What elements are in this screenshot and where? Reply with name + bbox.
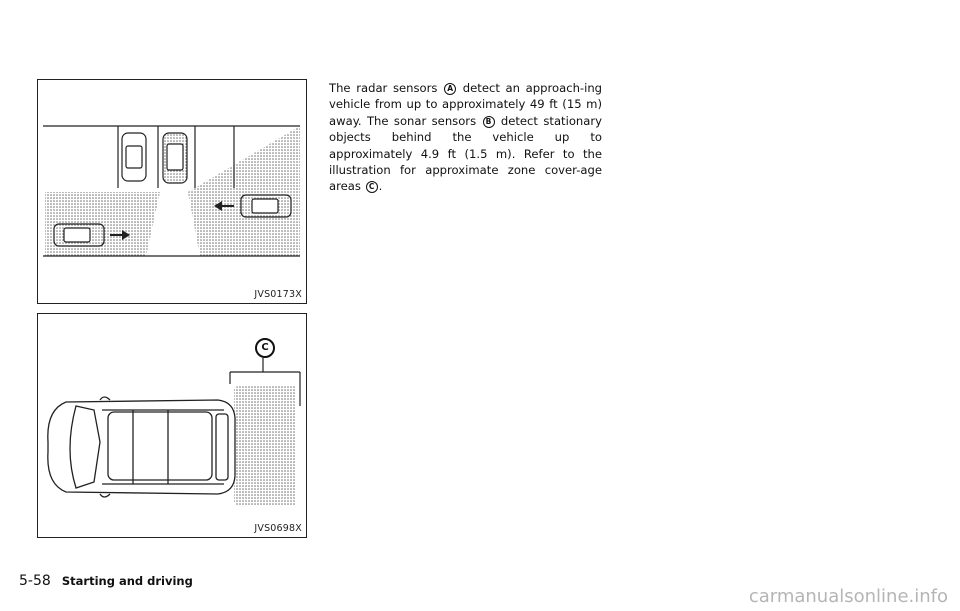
zone-label-c: C	[255, 338, 275, 358]
vehicle-top-view	[48, 397, 235, 497]
marker-a: A	[444, 83, 456, 95]
body-paragraph	[329, 80, 602, 195]
figure-radar-zones	[37, 79, 307, 304]
figure-sonar-zone	[37, 313, 307, 538]
paragraph-text: detect stationary objects behind the vehicle up to approximately 4.9 ft (1.5 m). Refer to the illustration for approximate zone cover-age areas	[329, 113, 602, 194]
paragraph-text: The radar sensors	[329, 81, 438, 95]
parked-car-left	[122, 133, 146, 181]
approaching-car-left	[54, 224, 104, 246]
approaching-car-right	[241, 195, 291, 217]
sonar-zone	[234, 385, 296, 506]
figure-code: JVS0173X	[254, 289, 302, 300]
figure-code: JVS0698X	[254, 523, 302, 534]
paragraph-text: .	[378, 179, 383, 194]
section-title: Starting and driving	[61, 574, 193, 588]
own-vehicle	[163, 133, 187, 183]
page-number: 5-58	[19, 573, 51, 589]
marker-c: C	[366, 181, 378, 193]
page-footer	[19, 570, 193, 589]
marker-b: B	[483, 116, 495, 128]
parking-lot-illustration	[38, 80, 308, 305]
paragraph-text: detect an approach-ing vehicle from up to approximately 49 ft (15 m) away. The sonar sensors	[329, 81, 603, 128]
watermark: carmanualsonline.info	[748, 586, 948, 607]
radar-zone-right	[188, 126, 300, 256]
